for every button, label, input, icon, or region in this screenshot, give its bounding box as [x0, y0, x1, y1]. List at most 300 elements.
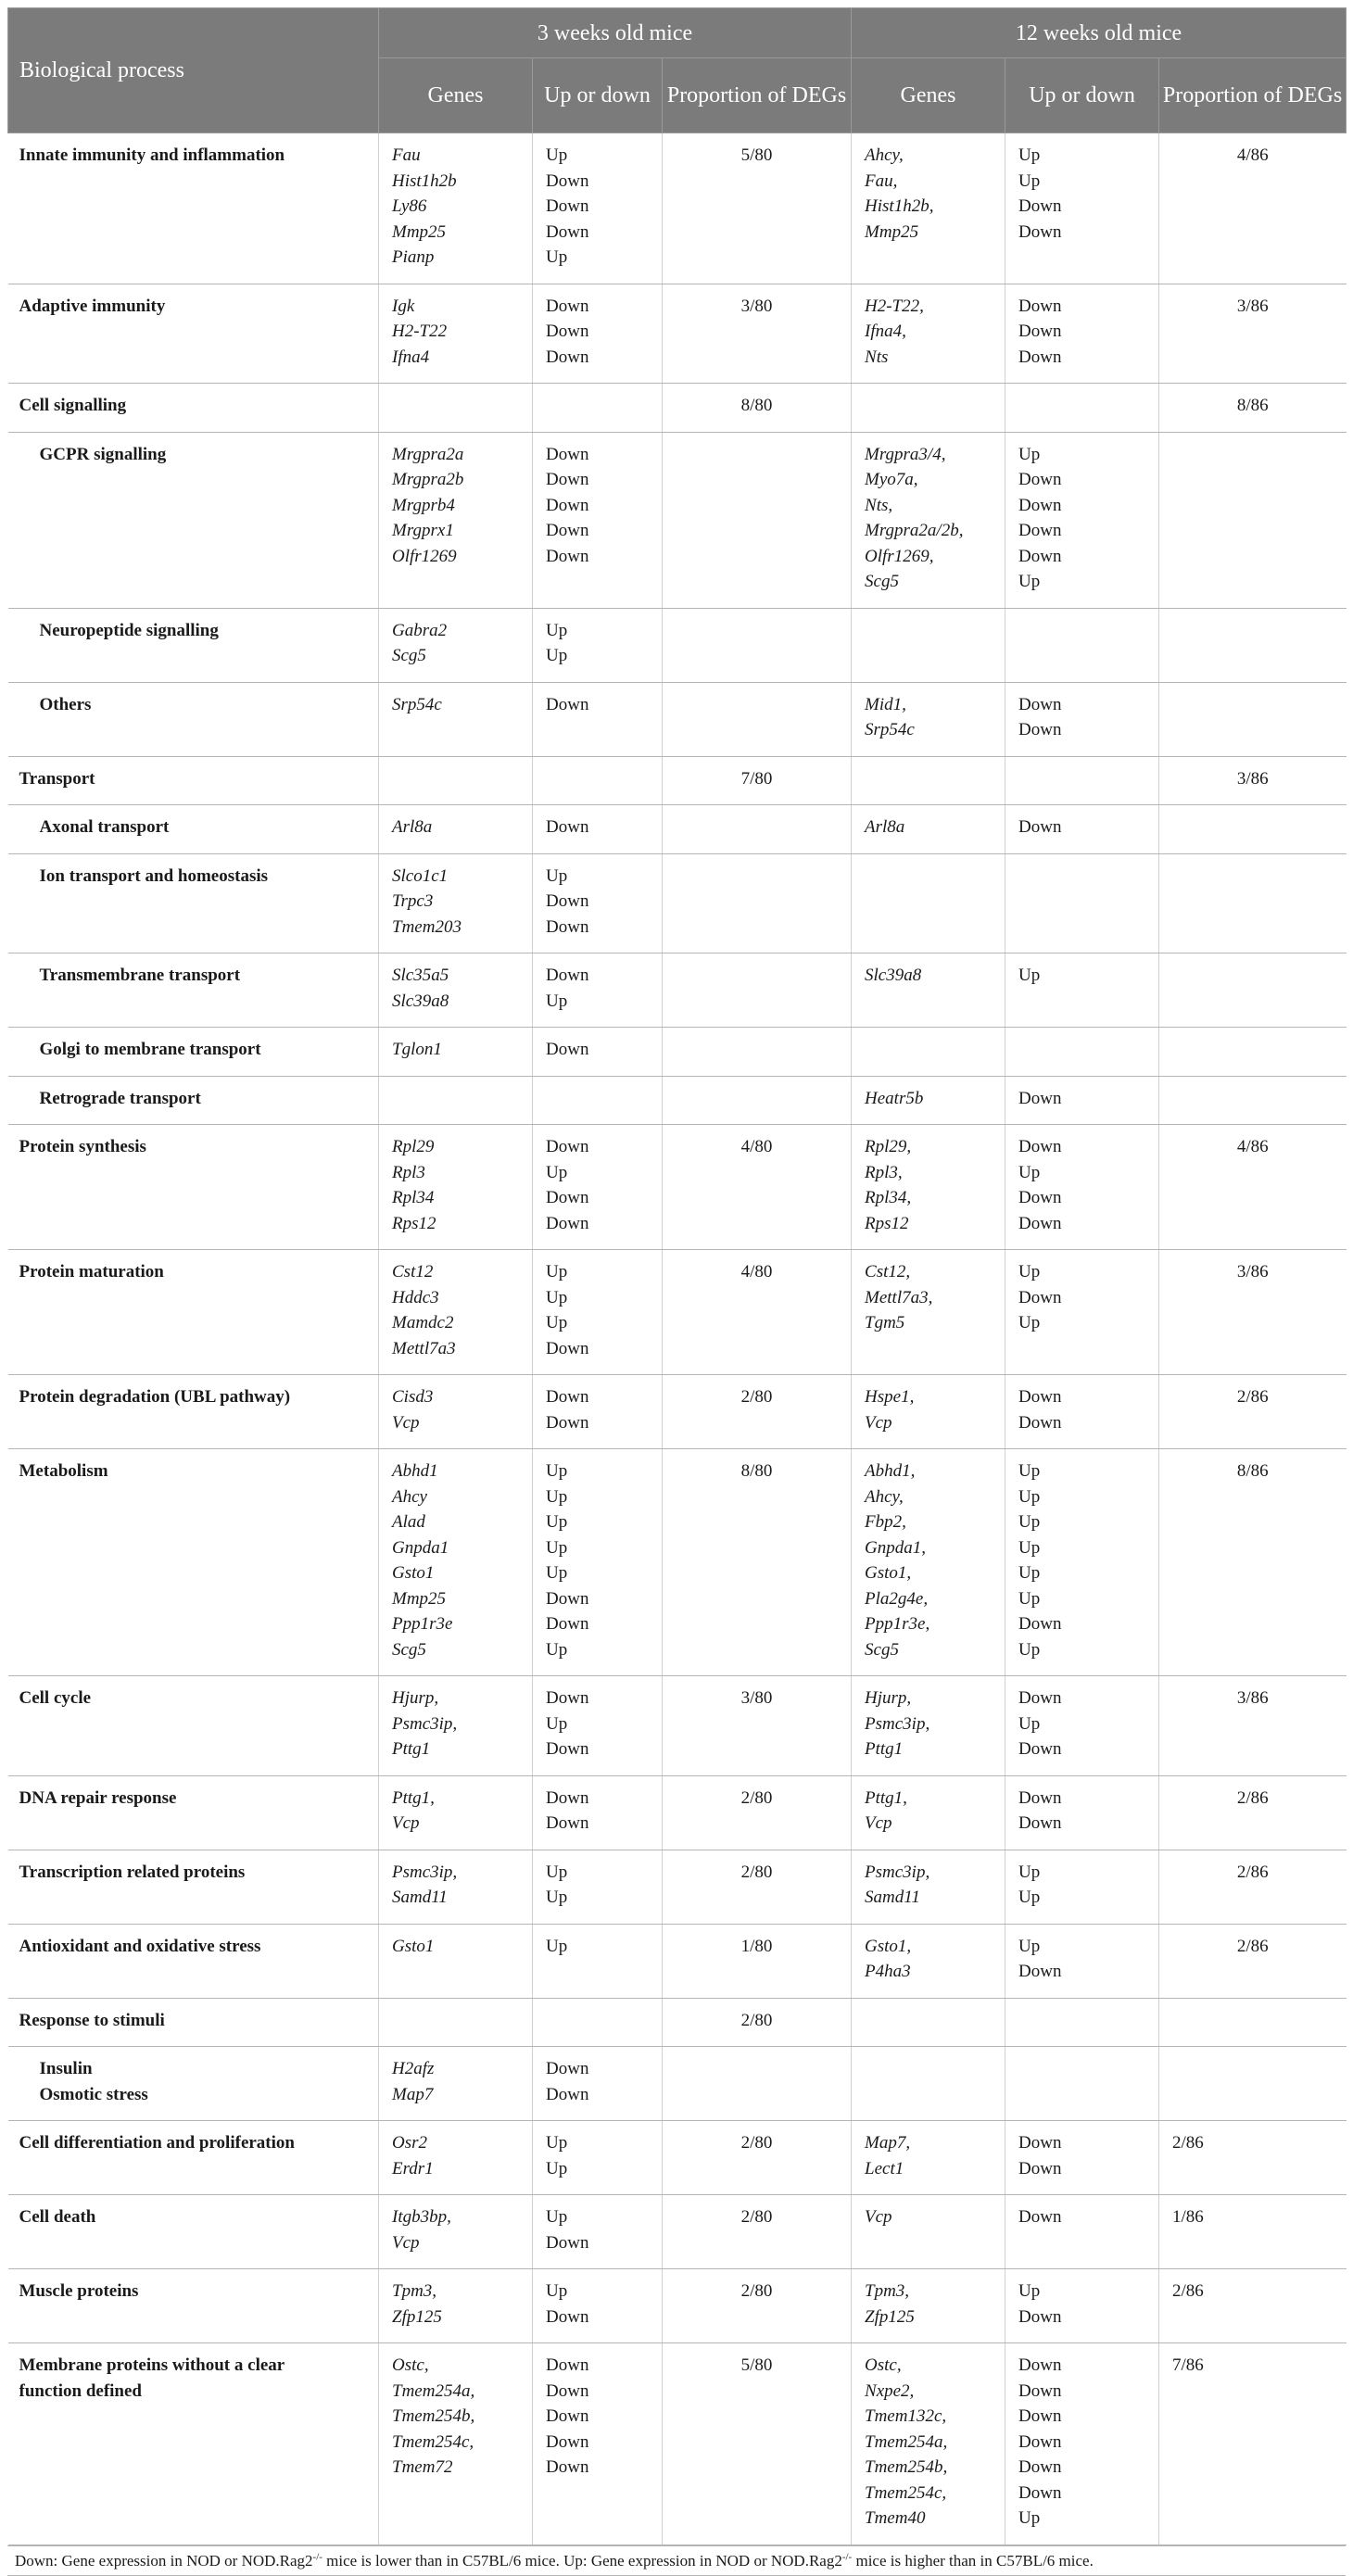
gene-name: Tmem132c, [865, 2406, 947, 2426]
header-updown-12w: Up or down [1005, 58, 1159, 133]
genes-12w-cell [852, 953, 1005, 1028]
proportion-3w-cell: 8/80 [663, 1449, 852, 1676]
header-biological-process: Biological process [8, 8, 379, 133]
gene-name: Myo7a, [865, 470, 918, 489]
proportion-12w-cell [1159, 432, 1347, 608]
regulation-value: Down [1018, 347, 1062, 367]
biological-process-cell: Neuropeptide signalling [8, 608, 379, 682]
regulation-value: Up [546, 1862, 568, 1882]
regulation-value: Up [546, 2207, 568, 2227]
genes-3w-cell [379, 1850, 533, 1924]
regulation-value: Down [546, 2232, 589, 2253]
genes-12w-cell [852, 853, 1005, 953]
regulation-value: Down [1018, 2482, 1062, 2503]
genes-3w-cell [379, 853, 533, 953]
regulation-value: Down [1018, 2133, 1062, 2153]
gene-name: Rps12 [865, 1213, 909, 1233]
regulation-value: Down [546, 2059, 589, 2078]
header-12-weeks: 12 weeks old mice [852, 8, 1347, 58]
regulation-value: Up [546, 247, 568, 267]
gene-name: Vcp [392, 1412, 420, 1433]
regulation-value: Down [546, 1588, 589, 1609]
genes-12w-cell [852, 1775, 1005, 1850]
gene-name: Scg5 [392, 1639, 426, 1660]
regulation-value: Down [546, 2457, 589, 2477]
table-row [8, 608, 1347, 682]
regulation-value: Up [1018, 1888, 1041, 1907]
gene-name: Arl8a [392, 817, 433, 837]
gene-name: Fau [392, 145, 421, 165]
regulation-value: Down [546, 2406, 589, 2426]
genes-12w-cell [852, 1998, 1005, 2047]
regulation-value: Down [1018, 1688, 1062, 1708]
biological-process-cell: Response to stimuli [8, 1998, 379, 2047]
proportion-12w-cell: 3/86 [1159, 284, 1347, 384]
regulation-value: Up [1018, 1313, 1041, 1332]
updown-3w-cell [533, 2121, 663, 2195]
genes-12w-cell [852, 1250, 1005, 1375]
gene-name: Cisd3 [392, 1387, 434, 1407]
regulation-value: Up [546, 145, 568, 165]
updown-3w-cell [533, 1076, 663, 1125]
gene-name: Hist1h2b [392, 170, 457, 191]
gene-name: Tmem203 [392, 916, 462, 937]
proportion-12w-cell [1159, 2047, 1347, 2121]
table-row [8, 953, 1347, 1028]
regulation-value: Down [546, 1338, 589, 1358]
gene-name: Tmem254c, [392, 2431, 474, 2452]
genes-3w-cell [379, 1676, 533, 1776]
updown-12w-cell [1005, 432, 1159, 608]
regulation-value: Up [546, 1486, 568, 1507]
gene-name: Gnpda1 [392, 1537, 449, 1558]
proportion-3w-cell: 8/80 [663, 384, 852, 433]
genes-3w-cell [379, 1449, 533, 1676]
gene-name: Mamdc2 [392, 1313, 454, 1332]
regulation-value: Down [1018, 1287, 1062, 1307]
gene-name: Rpl34, [865, 1188, 912, 1207]
regulation-value: Down [1018, 1412, 1062, 1433]
genes-3w-cell [379, 2343, 533, 2545]
regulation-value: Up [1018, 1588, 1041, 1609]
proportion-12w-cell: 2/86 [1159, 2269, 1347, 2343]
gene-name: Vcp [865, 2207, 892, 2227]
gene-name: Tpm3, [392, 2281, 437, 2301]
table-row [8, 853, 1347, 953]
updown-12w-cell [1005, 1775, 1159, 1850]
table-row [8, 1850, 1347, 1924]
gene-name: Psmc3ip, [865, 1713, 930, 1734]
regulation-value: Down [546, 966, 589, 985]
deg-table [7, 7, 1347, 2545]
proportion-12w-cell [1159, 682, 1347, 756]
genes-3w-cell [379, 284, 533, 384]
genes-12w-cell [852, 2121, 1005, 2195]
updown-3w-cell [533, 853, 663, 953]
proportion-3w-cell: 7/80 [663, 756, 852, 805]
regulation-value: Up [546, 2133, 568, 2153]
updown-12w-cell [1005, 1028, 1159, 1077]
gene-name: Tmem254a, [865, 2431, 948, 2452]
regulation-value: Up [546, 1563, 568, 1583]
gene-name: Map7 [392, 2084, 434, 2104]
updown-12w-cell [1005, 1676, 1159, 1776]
regulation-value: Up [1018, 1862, 1041, 1882]
table-row [8, 1676, 1347, 1776]
table-row [8, 1924, 1347, 1998]
gene-name: Tgm5 [865, 1313, 905, 1332]
genes-3w-cell [379, 1924, 533, 1998]
regulation-value: Down [1018, 1614, 1062, 1634]
table-row [8, 805, 1347, 854]
updown-3w-cell [533, 1775, 663, 1850]
table-row [8, 756, 1347, 805]
process-line: function defined [19, 2380, 142, 2401]
gene-name: Vcp [392, 1813, 420, 1833]
genes-3w-cell [379, 1775, 533, 1850]
proportion-12w-cell: 2/86 [1159, 1775, 1347, 1850]
gene-name: Olfr1269 [392, 546, 457, 566]
regulation-value: Down [546, 1188, 589, 1207]
regulation-value: Up [1018, 1639, 1041, 1660]
gene-name: H2afz [392, 2059, 435, 2078]
proportion-3w-cell [663, 608, 852, 682]
regulation-value: Down [546, 891, 589, 911]
regulation-value: Up [546, 1639, 568, 1660]
updown-12w-cell [1005, 805, 1159, 854]
regulation-value: Down [546, 1213, 589, 1233]
gene-name: Slc39a8 [392, 991, 449, 1011]
gene-name: Gabra2 [392, 620, 448, 640]
genes-12w-cell [852, 1375, 1005, 1449]
table-row [8, 2047, 1347, 2121]
regulation-value: Up [1018, 1486, 1041, 1507]
gene-name: P4ha3 [865, 1962, 911, 1981]
proportion-12w-cell [1159, 805, 1347, 854]
gene-name: Rpl3, [865, 1162, 903, 1182]
regulation-value: Down [1018, 196, 1062, 216]
updown-3w-cell [533, 756, 663, 805]
process-line: Insulin [39, 2059, 93, 2078]
proportion-12w-cell: 2/86 [1159, 1924, 1347, 1998]
gene-name: Igk [392, 296, 415, 316]
footnote-text-2: mice is lower than in C57BL/6 mice. Up: Gene expression in NOD or NOD.Rag2 [322, 2551, 842, 2570]
genes-3w-cell [379, 1076, 533, 1125]
gene-name: Map7, [865, 2133, 911, 2153]
proportion-3w-cell: 5/80 [663, 2343, 852, 2545]
gene-name: Mmp25 [392, 221, 447, 242]
proportion-3w-cell: 5/80 [663, 133, 852, 284]
regulation-value: Down [1018, 2406, 1062, 2426]
updown-12w-cell [1005, 953, 1159, 1028]
updown-12w-cell [1005, 2195, 1159, 2269]
regulation-value: Up [1018, 572, 1041, 591]
updown-12w-cell [1005, 1850, 1159, 1924]
regulation-value: Down [546, 916, 589, 937]
table-row [8, 1076, 1347, 1125]
proportion-12w-cell: 3/86 [1159, 1250, 1347, 1375]
gene-name: Mmp25 [392, 1588, 447, 1609]
proportion-3w-cell [663, 1076, 852, 1125]
gene-name: Nts, [865, 495, 893, 515]
gene-name: Pttg1, [392, 1787, 435, 1808]
proportion-12w-cell: 3/86 [1159, 756, 1347, 805]
proportion-3w-cell [663, 953, 852, 1028]
proportion-3w-cell: 2/80 [663, 1998, 852, 2047]
process-line: Osmotic stress [39, 2084, 148, 2104]
gene-name: Slc35a5 [392, 966, 449, 985]
regulation-value: Up [546, 1461, 568, 1481]
gene-name: Vcp [865, 1412, 892, 1433]
biological-process-cell: Ion transport and homeostasis [8, 853, 379, 953]
regulation-value: Down [546, 196, 589, 216]
gene-name: Ostc, [865, 2355, 902, 2375]
gene-name: Hspe1, [865, 1387, 915, 1407]
biological-process-cell: Protein maturation [8, 1250, 379, 1375]
regulation-value: Down [1018, 1787, 1062, 1808]
gene-name: Heatr5b [865, 1088, 924, 1108]
genes-12w-cell [852, 682, 1005, 756]
gene-name: Ppp1r3e, [865, 1614, 930, 1634]
regulation-value: Down [546, 444, 589, 464]
regulation-value: Down [1018, 1188, 1062, 1207]
regulation-value: Up [546, 1162, 568, 1182]
gene-name: Vcp [392, 2232, 420, 2253]
gene-name: Samd11 [392, 1888, 448, 1907]
regulation-value: Down [546, 1040, 589, 1059]
proportion-12w-cell: 1/86 [1159, 2195, 1347, 2269]
regulation-value: Down [1018, 2457, 1062, 2477]
proportion-12w-cell [1159, 953, 1347, 1028]
regulation-value: Up [1018, 145, 1041, 165]
proportion-3w-cell [663, 432, 852, 608]
genes-12w-cell [852, 133, 1005, 284]
regulation-value: Up [546, 1537, 568, 1558]
proportion-3w-cell: 4/80 [663, 1250, 852, 1375]
updown-3w-cell [533, 1676, 663, 1776]
regulation-value: Down [546, 1688, 589, 1708]
genes-12w-cell [852, 2195, 1005, 2269]
genes-3w-cell [379, 1250, 533, 1375]
gene-name: Mrgpra3/4, [865, 444, 946, 464]
regulation-value: Down [1018, 2158, 1062, 2178]
proportion-12w-cell: 7/86 [1159, 2343, 1347, 2545]
updown-12w-cell [1005, 1375, 1159, 1449]
gene-name: Lect1 [865, 2158, 904, 2178]
regulation-value: Down [546, 694, 589, 714]
biological-process-cell: Innate immunity and inflammation [8, 133, 379, 284]
gene-name: Srp54c [392, 694, 442, 714]
gene-name: Itgb3bp, [392, 2207, 451, 2227]
regulation-value: Up [1018, 1461, 1041, 1481]
biological-process-cell: Cell cycle [8, 1676, 379, 1776]
proportion-12w-cell: 2/86 [1159, 1375, 1347, 1449]
biological-process-cell: GCPR signalling [8, 432, 379, 608]
proportion-12w-cell [1159, 1028, 1347, 1077]
table-row [8, 682, 1347, 756]
genes-12w-cell [852, 384, 1005, 433]
footnote-superscript-2: -/- [841, 2550, 853, 2562]
updown-3w-cell [533, 1924, 663, 1998]
regulation-value: Down [1018, 720, 1062, 739]
gene-name: Alad [392, 1512, 425, 1532]
regulation-value: Down [546, 2380, 589, 2401]
gene-name: Slc39a8 [865, 966, 922, 985]
updown-12w-cell [1005, 1250, 1159, 1375]
regulation-value: Down [1018, 221, 1062, 242]
table-header [8, 8, 1347, 133]
gene-name: Psmc3ip, [865, 1862, 930, 1882]
gene-name: Tmem254c, [865, 2482, 947, 2503]
biological-process-cell: Transmembrane transport [8, 953, 379, 1028]
proportion-12w-cell: 2/86 [1159, 1850, 1347, 1924]
gene-name: Ifna4 [392, 347, 430, 367]
gene-name: Tmem40 [865, 2508, 926, 2528]
proportion-3w-cell: 2/80 [663, 1775, 852, 1850]
gene-name: Mettl7a3, [865, 1287, 933, 1307]
regulation-value: Down [546, 1787, 589, 1808]
table-row [8, 2121, 1347, 2195]
gene-name: Scg5 [865, 572, 899, 591]
genes-3w-cell [379, 608, 533, 682]
regulation-value: Down [546, 1739, 589, 1759]
regulation-value: Down [1018, 546, 1062, 566]
table-row [8, 1375, 1347, 1449]
regulation-value: Up [1018, 1162, 1041, 1182]
updown-12w-cell [1005, 682, 1159, 756]
biological-process-cell: Transcription related proteins [8, 1850, 379, 1924]
regulation-value: Up [1018, 1563, 1041, 1583]
table-row [8, 1250, 1347, 1375]
regulation-value: Down [1018, 694, 1062, 714]
gene-name: Hjurp, [392, 1688, 439, 1708]
regulation-value: Up [1018, 1537, 1041, 1558]
updown-12w-cell [1005, 2269, 1159, 2343]
genes-3w-cell [379, 805, 533, 854]
gene-name: Ostc, [392, 2355, 429, 2375]
biological-process-cell: Adaptive immunity [8, 284, 379, 384]
regulation-value: Down [1018, 817, 1062, 837]
header-3-weeks: 3 weeks old mice [379, 8, 852, 58]
gene-name: Slco1c1 [392, 865, 449, 886]
gene-name: Samd11 [865, 1888, 920, 1907]
gene-name: Mrgpra2b [392, 470, 464, 489]
genes-3w-cell [379, 1375, 533, 1449]
gene-name: Arl8a [865, 817, 905, 837]
proportion-12w-cell [1159, 1998, 1347, 2047]
gene-name: Rpl3 [392, 1162, 425, 1182]
gene-name: Nxpe2, [865, 2380, 915, 2401]
proportion-3w-cell: 4/80 [663, 1125, 852, 1250]
biological-process-cell: Transport [8, 756, 379, 805]
updown-12w-cell [1005, 1125, 1159, 1250]
gene-name: H2-T22 [392, 322, 448, 341]
genes-12w-cell [852, 1125, 1005, 1250]
updown-12w-cell [1005, 133, 1159, 284]
regulation-value: Up [546, 1888, 568, 1907]
gene-name: Vcp [865, 1813, 892, 1833]
updown-3w-cell [533, 682, 663, 756]
gene-name: Mrgprx1 [392, 521, 454, 540]
updown-12w-cell [1005, 384, 1159, 433]
regulation-value: Down [546, 1614, 589, 1634]
updown-3w-cell [533, 953, 663, 1028]
gene-name: Mid1, [865, 694, 906, 714]
gene-name: H2-T22, [865, 296, 924, 316]
header-proportion-3w: Proportion of DEGs [663, 58, 852, 133]
regulation-value: Down [546, 521, 589, 540]
gene-name: Abhd1, [865, 1461, 916, 1481]
updown-3w-cell [533, 805, 663, 854]
biological-process-cell: DNA repair response [8, 1775, 379, 1850]
regulation-value: Up [546, 1936, 568, 1956]
gene-name: Ly86 [392, 196, 427, 216]
updown-3w-cell [533, 1375, 663, 1449]
regulation-value: Down [1018, 1213, 1062, 1233]
table-row [8, 133, 1347, 284]
updown-12w-cell [1005, 1449, 1159, 1676]
table-row [8, 2343, 1347, 2545]
updown-12w-cell [1005, 2121, 1159, 2195]
gene-name: Tglon1 [392, 1040, 442, 1059]
gene-name: Ahcy, [865, 1486, 904, 1507]
proportion-3w-cell: 3/80 [663, 1676, 852, 1776]
gene-name: Rps12 [392, 1213, 436, 1233]
regulation-value: Up [1018, 2281, 1041, 2301]
genes-3w-cell [379, 133, 533, 284]
genes-3w-cell [379, 2047, 533, 2121]
proportion-3w-cell [663, 682, 852, 756]
table-row [8, 1125, 1347, 1250]
gene-name: Ahcy [392, 1486, 427, 1507]
genes-3w-cell [379, 432, 533, 608]
genes-3w-cell [379, 1028, 533, 1077]
table-row [8, 2195, 1347, 2269]
genes-12w-cell [852, 2343, 1005, 2545]
regulation-value: Down [546, 221, 589, 242]
proportion-3w-cell [663, 853, 852, 953]
gene-name: Pttg1 [392, 1739, 431, 1759]
genes-3w-cell [379, 953, 533, 1028]
genes-12w-cell [852, 1449, 1005, 1676]
genes-3w-cell [379, 1125, 533, 1250]
regulation-value: Up [1018, 1262, 1041, 1282]
regulation-value: Up [546, 1287, 568, 1307]
genes-12w-cell [852, 432, 1005, 608]
proportion-3w-cell: 2/80 [663, 1375, 852, 1449]
gene-name: Ahcy, [865, 145, 904, 165]
table-body [8, 133, 1347, 2545]
gene-name: Rpl29, [865, 1137, 912, 1156]
updown-3w-cell [533, 133, 663, 284]
regulation-value: Down [1018, 2355, 1062, 2375]
regulation-value: Down [546, 1137, 589, 1156]
genes-3w-cell [379, 756, 533, 805]
header-updown-3w: Up or down [533, 58, 663, 133]
regulation-value: Down [1018, 495, 1062, 515]
table-row [8, 432, 1347, 608]
updown-12w-cell [1005, 1076, 1159, 1125]
regulation-value: Down [1018, 296, 1062, 316]
regulation-value: Up [1018, 1713, 1041, 1734]
biological-process-cell: Protein degradation (UBL pathway) [8, 1375, 379, 1449]
regulation-value: Down [546, 495, 589, 515]
regulation-value: Down [1018, 322, 1062, 341]
genes-12w-cell [852, 1076, 1005, 1125]
genes-12w-cell [852, 608, 1005, 682]
biological-process-cell: Cell death [8, 2195, 379, 2269]
regulation-value: Up [546, 2158, 568, 2178]
